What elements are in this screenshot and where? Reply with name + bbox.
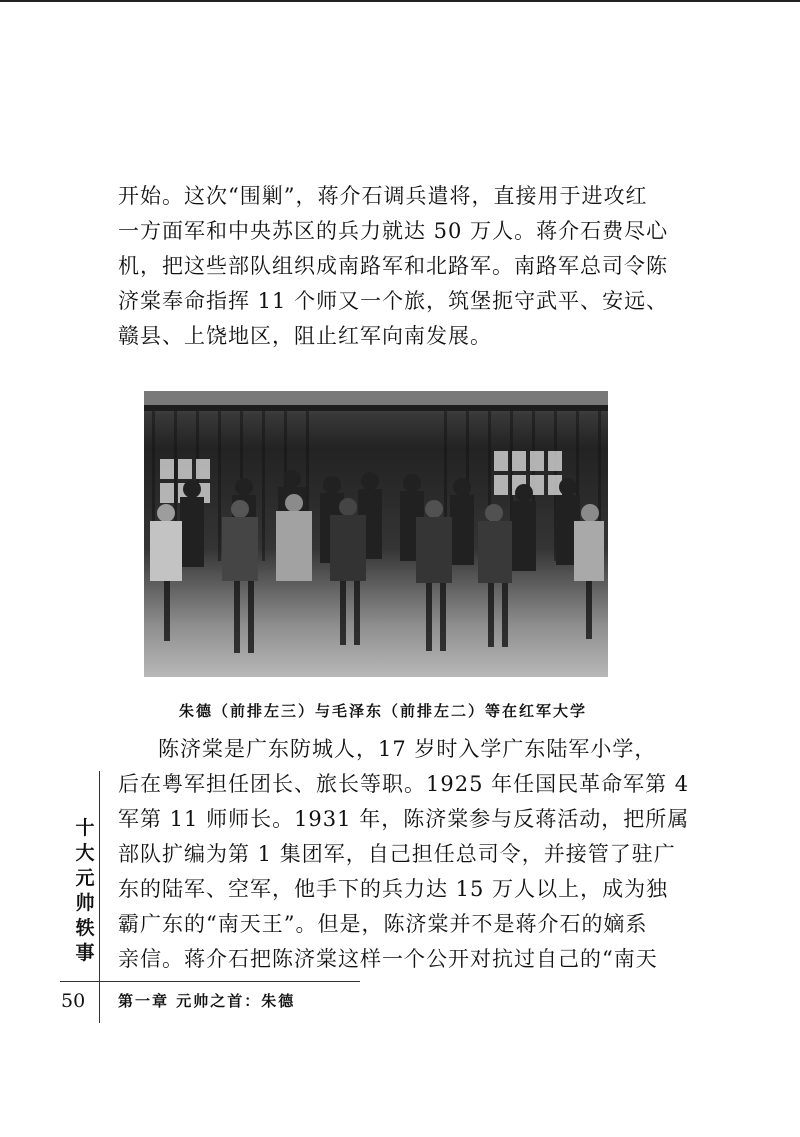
text-line: 部队扩编为第 1 集团军，自己担任总司令，并接管了驻广 bbox=[118, 842, 676, 866]
paragraph-top bbox=[118, 179, 668, 354]
text-line: 开始。这次“围剿”，蒋介石调兵遣将，直接用于进攻红 bbox=[118, 184, 648, 208]
top-border-rule bbox=[0, 0, 800, 2]
running-head: 第一章 元帅之首：朱德 bbox=[118, 992, 296, 1010]
side-title-char: 轶 bbox=[75, 917, 95, 939]
text-line: 霸广东的“南天王”。但是，陈济棠并不是蒋介石的嫡系 bbox=[118, 912, 648, 936]
text-line: 亲信。蒋介石把陈济棠这样一个公开对抗过自己的“南天 bbox=[118, 947, 658, 971]
photo-caption: 朱德（前排左三）与毛泽东（前排左二）等在红军大学 bbox=[178, 702, 587, 720]
text-line: 机，把这些部队组织成南路军和北路军。南路军总司令陈 bbox=[118, 254, 668, 278]
side-title-char: 大 bbox=[75, 842, 95, 864]
footer-rule bbox=[60, 981, 360, 982]
footer-divider bbox=[99, 981, 100, 1023]
group-photo bbox=[144, 391, 608, 677]
paragraph-bottom bbox=[118, 732, 689, 977]
group-photo-drawing bbox=[144, 391, 608, 677]
book-side-title bbox=[73, 816, 97, 966]
side-title-char: 元 bbox=[75, 867, 95, 889]
text-line: 赣县、上饶地区，阻止红军向南发展。 bbox=[118, 324, 492, 348]
text-line: 一方面军和中央苏区的兵力就达 50 万人。蒋介石费尽心 bbox=[118, 219, 669, 243]
text-line: 军第 11 师师长。1931 年，陈济棠参与反蒋活动，把所属 bbox=[118, 807, 690, 831]
text-line: 济棠奉命指挥 11 个师又一个旅，筑堡扼守武平、安远、 bbox=[118, 289, 669, 313]
text-line: 陈济棠是广东防城人，17 岁时入学广东陆军小学， bbox=[158, 737, 657, 761]
text-line: 后在粤军担任团长、旅长等职。1925 年任国民革命军第 4 bbox=[118, 772, 690, 796]
text-line: 东的陆军、空军，他手下的兵力达 15 万人以上，成为独 bbox=[118, 877, 669, 901]
side-title-char: 事 bbox=[75, 942, 95, 964]
page-number: 50 bbox=[61, 990, 86, 1012]
side-title-char: 帅 bbox=[75, 892, 95, 914]
side-title-char: 十 bbox=[75, 817, 95, 839]
